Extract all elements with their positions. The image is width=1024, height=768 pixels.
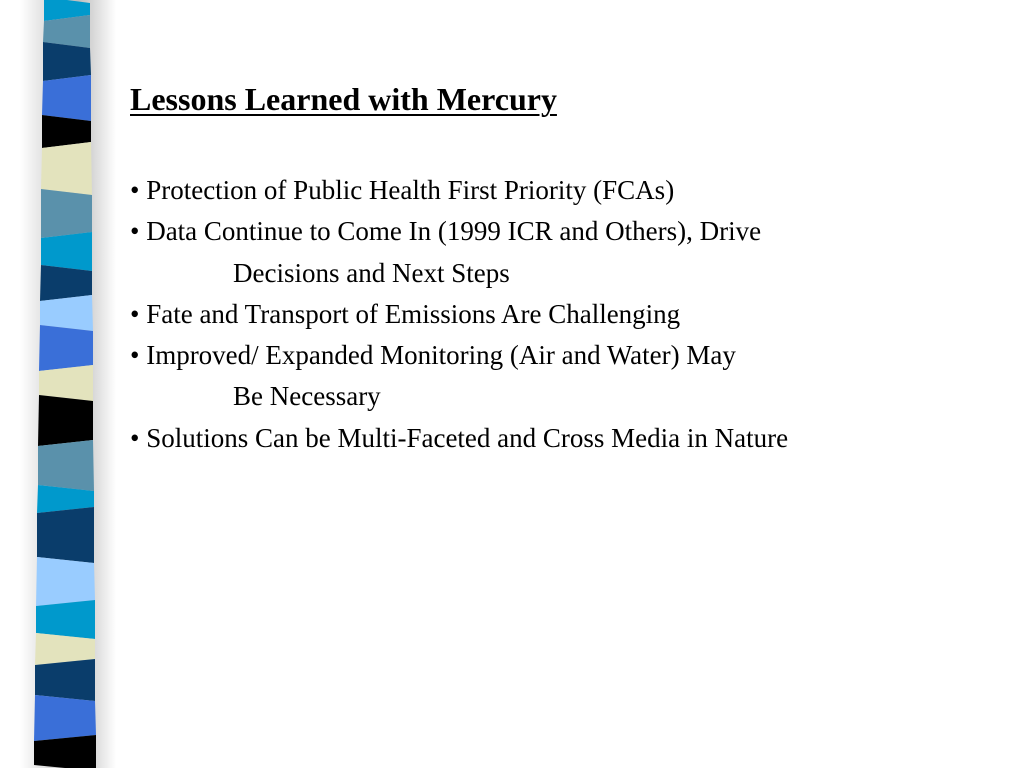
stripe-segment xyxy=(41,142,92,195)
stripe-segment xyxy=(42,75,91,121)
stripe-segment xyxy=(40,295,93,331)
bullet-item: • Fate and Transport of Emissions Are Challenging xyxy=(130,298,681,329)
stripe-segment xyxy=(36,557,95,606)
stripe-segment xyxy=(36,600,95,639)
stripe-segment xyxy=(35,659,95,701)
stripe-segment xyxy=(39,325,93,371)
bullet-continuation-line: Decisions and Next Steps xyxy=(233,257,510,288)
stripe-segment xyxy=(38,395,93,446)
bullet-item: • Protection of Public Health First Priority (FCAs) xyxy=(130,175,675,205)
stripe-segment xyxy=(41,189,92,238)
bullet-continuation-line: Be Necessary xyxy=(233,381,381,412)
stripe-segment xyxy=(38,440,94,491)
bullet-item: • Improved/ Expanded Monitoring (Air and Water) May xyxy=(130,340,736,371)
bullet-list xyxy=(130,170,1010,459)
stripe-segment xyxy=(41,232,92,271)
slide-title: Lessons Learned with Mercury xyxy=(130,81,557,117)
slide-content xyxy=(130,78,1010,459)
stripe-segment xyxy=(43,42,91,81)
stripe-segment xyxy=(34,695,96,741)
stripe-segment xyxy=(39,365,93,401)
stripe-segment xyxy=(37,507,94,563)
decorative-stripe-bar xyxy=(0,0,120,768)
bullet-item: • Solutions Can be Multi-Faceted and Cross Media in Nature xyxy=(130,422,789,453)
stripe-segment xyxy=(40,265,92,301)
bullet-item: • Data Continue to Come In (1999 ICR and Others), Drive xyxy=(130,216,762,247)
